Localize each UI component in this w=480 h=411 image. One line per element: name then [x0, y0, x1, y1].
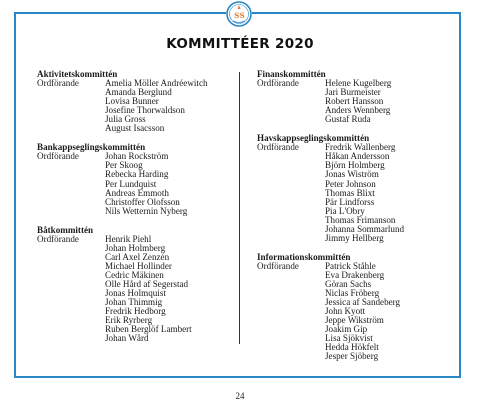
page-number: 24: [235, 391, 245, 401]
member-name: Lovisa Bunner: [105, 96, 159, 107]
member-name: Eva Drakenberg: [325, 269, 385, 280]
member-list: [325, 262, 447, 362]
member-list: [105, 152, 227, 215]
member-name: Thomas Frimanson: [325, 214, 396, 225]
member-name: Johan Holmberg: [105, 242, 166, 253]
committee-section: [37, 70, 227, 133]
committee-section: [37, 143, 227, 215]
member-name: Hedda Hökfelt: [325, 342, 379, 353]
member-name: Peter Johnson: [325, 178, 376, 189]
member-name: Jeppe Wikström: [325, 315, 384, 326]
member-name: Fredrik Wallenberg: [325, 142, 396, 153]
committee-title: Informationskommittén: [257, 251, 351, 262]
member-name: Rebecka Harding: [105, 169, 169, 180]
member-name: Håkan Andersson: [325, 151, 390, 162]
member-name: Ruben Berglöf Lambert: [105, 324, 192, 335]
role-label: Ordförande: [37, 151, 79, 162]
member-name: Henrik Piehl: [105, 233, 152, 244]
member-name: Helene Kugelberg: [325, 78, 392, 89]
committee-title: Havskappseglingskommittén: [257, 133, 370, 144]
member-name: Jimmy Hellberg: [325, 232, 384, 243]
committee-title: Bankappseglingskommittén: [37, 142, 146, 153]
role-label: Ordförande: [257, 142, 299, 153]
member-name: Jesper Sjöberg: [325, 351, 379, 362]
member-name: Josefine Thorwaldson: [105, 105, 185, 116]
member-name: Andreas Emmoth: [105, 187, 169, 198]
member-name: Robert Hansson: [325, 96, 384, 107]
committee-section: [37, 226, 227, 344]
member-name: Gustaf Ruda: [325, 114, 371, 125]
member-name: Erik Ryrberg: [105, 315, 153, 326]
member-name: Amelia Möller Andréewitch: [105, 78, 208, 89]
committee-title: Båtkommittén: [37, 224, 94, 235]
member-name: Amanda Berglund: [105, 87, 172, 98]
member-name: John Kyott: [325, 306, 366, 317]
member-name: Johan Rockström: [105, 151, 169, 162]
member-name: Jonas Wiström: [325, 169, 379, 180]
committee-section: [257, 70, 447, 124]
member-name: Björn Holmberg: [325, 160, 385, 171]
member-name: Patrick Ståhle: [325, 260, 376, 271]
member-name: Johanna Sommarlund: [325, 223, 405, 234]
member-name: Jessica af Sandeberg: [325, 297, 401, 308]
svg-text:S: S: [239, 11, 245, 20]
member-name: August Isacsson: [105, 123, 165, 134]
member-name: Julia Gross: [105, 114, 146, 125]
member-name: Carl Axel Zenzén: [105, 251, 170, 262]
member-name: Fredrik Hedborg: [105, 306, 166, 317]
member-name: Johan Wård: [105, 333, 149, 344]
committee-title: Aktivitetskommittén: [37, 69, 118, 79]
member-name: Pia L'Obry: [325, 205, 365, 216]
right-column: [257, 70, 447, 371]
role-label: Ordförande: [37, 78, 79, 89]
member-name: Michael Hollinder: [105, 260, 172, 271]
page-title: KOMMITTÉER 2020: [166, 36, 314, 52]
role-label: Ordförande: [257, 78, 299, 89]
member-list: [105, 79, 227, 133]
committee-section: [257, 253, 447, 362]
member-name: Anders Wennberg: [325, 105, 391, 116]
member-name: Joakim Gip: [325, 324, 368, 335]
role-label: Ordförande: [37, 233, 79, 244]
svg-text:S: S: [234, 11, 240, 20]
member-name: Christoffer Olofsson: [105, 196, 180, 207]
member-name: Nils Wetternin Nyberg: [105, 205, 188, 216]
member-name: Per Lundquist: [105, 178, 157, 189]
member-name: Per Skoog: [105, 160, 143, 171]
member-list: [105, 235, 227, 344]
member-name: Göran Sachs: [325, 278, 372, 289]
member-name: Niclas Fröberg: [325, 288, 380, 299]
committee-section: [257, 134, 447, 243]
member-list: [325, 79, 447, 124]
member-name: Jari Burmeister: [325, 87, 381, 98]
club-logo: [226, 1, 252, 27]
member-name: Thomas Blixt: [325, 187, 375, 198]
member-name: Pär Lindforss: [325, 196, 375, 207]
member-name: Olle Hård af Segerstad: [105, 278, 189, 289]
member-name: Lisa Sjökvist: [325, 333, 373, 344]
member-name: Cedric Mäkinen: [105, 269, 164, 280]
role-label: Ordförande: [257, 260, 299, 271]
left-column: [37, 70, 227, 353]
member-name: Johan Thimmig: [105, 297, 163, 308]
member-name: Jonas Holmquist: [105, 288, 166, 299]
member-list: [325, 143, 447, 243]
column-divider: [239, 72, 240, 344]
committee-title: Finanskommittén: [257, 69, 326, 79]
